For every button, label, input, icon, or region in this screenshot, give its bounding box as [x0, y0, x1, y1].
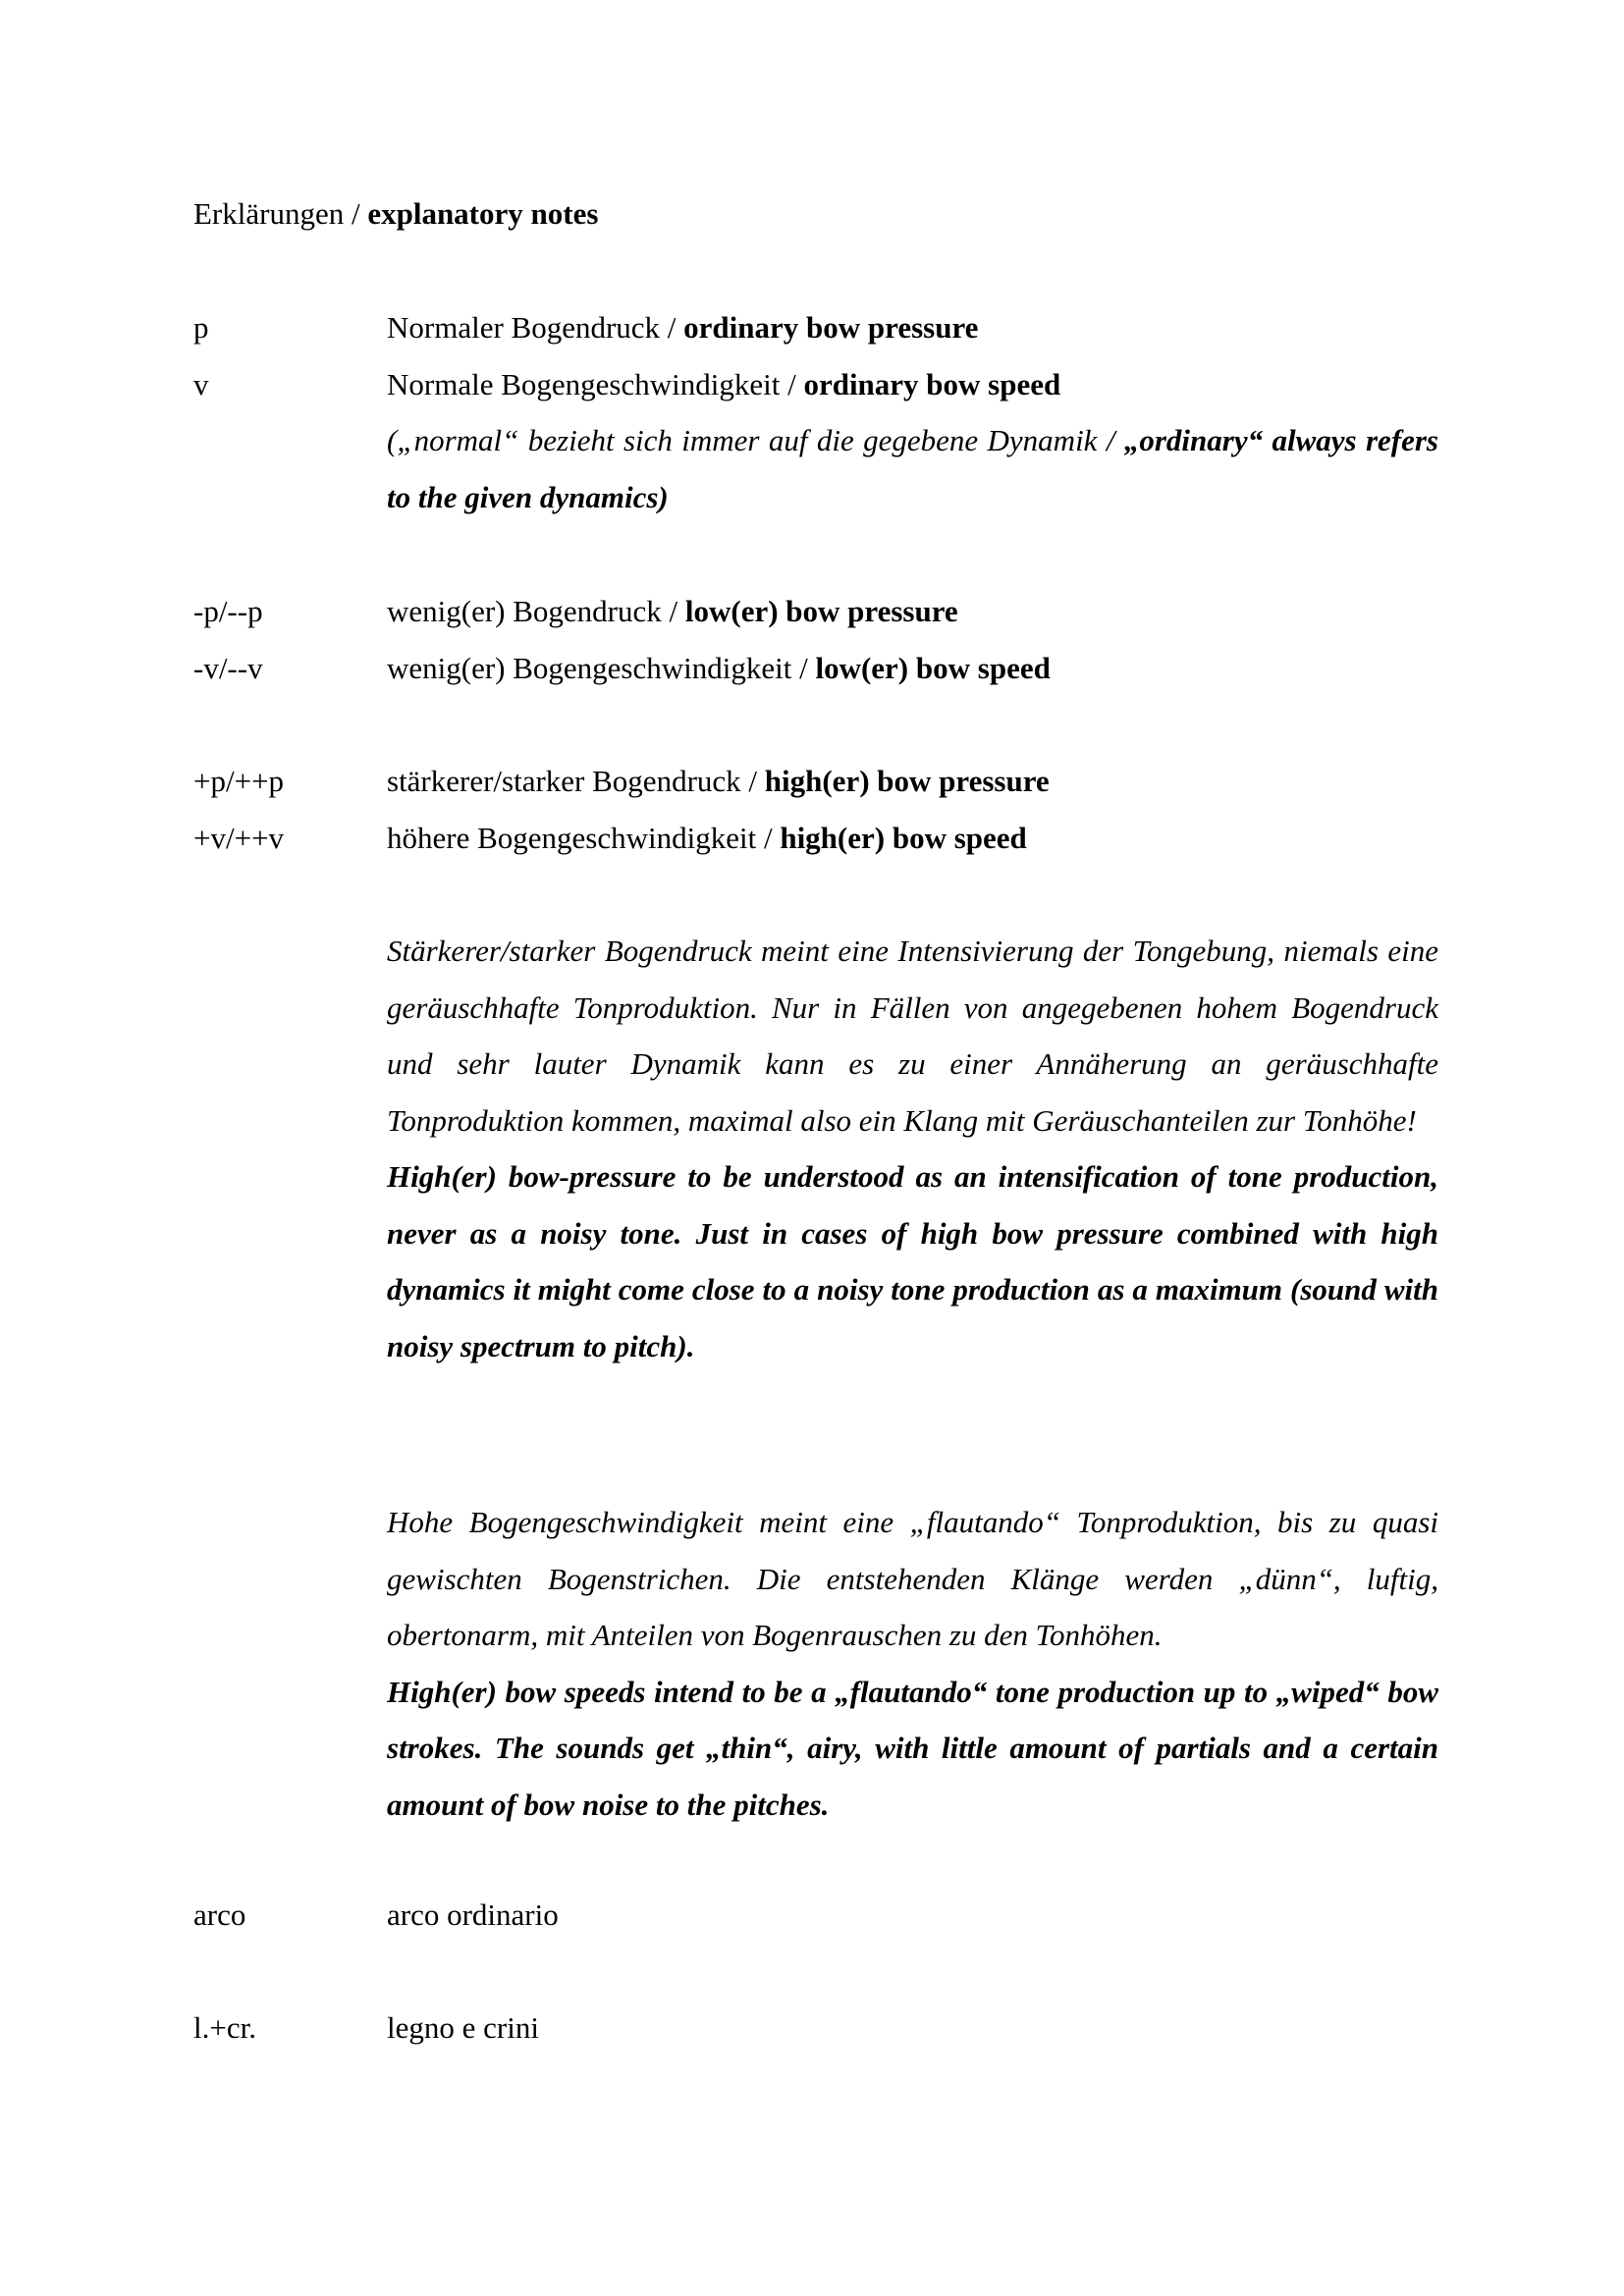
note-ordinary-english: „ordinary“ always refers to the given dynamics) — [387, 423, 1439, 514]
entry-german: stärkerer/starker Bogendruck / — [387, 764, 765, 798]
entry-german: Normale Bogengeschwindigkeit / — [387, 367, 804, 401]
entry-symbol: +p/++p — [193, 764, 285, 798]
entry-row — [193, 363, 1438, 406]
entry-row — [193, 306, 1438, 349]
entry-symbol: l.+cr. — [193, 2010, 256, 2045]
entry-symbol: v — [193, 367, 209, 401]
entry-row — [193, 2006, 1438, 2050]
entry-description — [387, 363, 1060, 406]
title-german: Erklärungen / — [193, 196, 368, 231]
entry-english: high(er) bow pressure — [764, 764, 1050, 798]
note-ordinary-german: („normal“ bezieht sich immer auf die gegebene Dynamik / — [387, 423, 1124, 457]
entry-description — [387, 306, 978, 349]
page-title — [193, 192, 598, 236]
entry-symbol: -v/--v — [193, 651, 263, 685]
entry-german: Normaler Bogendruck / — [387, 310, 684, 345]
entry-row — [193, 1894, 1438, 1937]
entry-description — [387, 590, 958, 633]
entry-german: wenig(er) Bogendruck / — [387, 594, 685, 628]
entry-english: low(er) bow speed — [815, 651, 1051, 685]
entry-description — [387, 760, 1050, 803]
note-bow-speed-german: Hohe Bogengeschwindigkeit meint eine „flautando“ Tonproduktion, bis zu quasi gewischten Bogenstrichen. Die entstehenden Klänge werden „dünn“, luftig, obertonarm, mit Anteilen von Bogenrauschen zu den Tonhöhen. — [387, 1505, 1438, 1652]
note-bow-speed-english: High(er) bow speeds intend to be a „flautando“ tone production up to „wiped“ bow strokes. The sounds get „thin“, airy, with little amount of partials and a certain amount of bow noise to the pitches. — [387, 1674, 1438, 1822]
entry-german: wenig(er) Bogengeschwindigkeit / — [387, 651, 816, 685]
entry-row — [193, 817, 1438, 860]
entry-row — [193, 590, 1438, 633]
entry-english: ordinary bow pressure — [683, 310, 979, 345]
note-bow-pressure-english: High(er) bow-pressure to be understood as an intensification of tone production, never as a noisy tone. Just in cases of high bow pressure combined with high dynamics it might come close to a noisy tone production as a maximum (sound with noisy spectrum to pitch). — [387, 1159, 1438, 1363]
note-ordinary — [387, 412, 1438, 525]
entry-symbol: arco — [193, 1897, 246, 1932]
note-bow-pressure-german: Stärkerer/starker Bogendruck meint eine Intensivierung der Tongebung, niemals eine geräuschhafte Tonproduktion. Nur in Fällen von angegebenen hohem Bogendruck und sehr lauter Dynamik kann es zu einer Annäherung an geräuschhafte Tonproduktion kommen, maximal also ein Klang mit Geräuschanteilen zur Tonhöhe! — [387, 934, 1438, 1138]
entry-english: ordinary bow speed — [803, 367, 1061, 401]
entry-description — [387, 647, 1051, 690]
entry-german: höhere Bogengeschwindigkeit / — [387, 821, 781, 855]
entry-english: high(er) bow speed — [780, 821, 1027, 855]
entry-description — [387, 817, 1027, 860]
entry-symbol: p — [193, 310, 209, 345]
entry-description: legno e crini — [387, 2010, 539, 2045]
entry-description: arco ordinario — [387, 1897, 559, 1932]
note-bow-pressure — [387, 923, 1438, 1374]
entry-symbol: -p/--p — [193, 594, 263, 628]
entry-row — [193, 647, 1438, 690]
entry-row — [193, 760, 1438, 803]
note-bow-speed — [387, 1494, 1438, 1833]
title-english: explanatory notes — [367, 196, 599, 231]
entry-symbol: +v/++v — [193, 821, 285, 855]
entry-english: low(er) bow pressure — [684, 594, 958, 628]
